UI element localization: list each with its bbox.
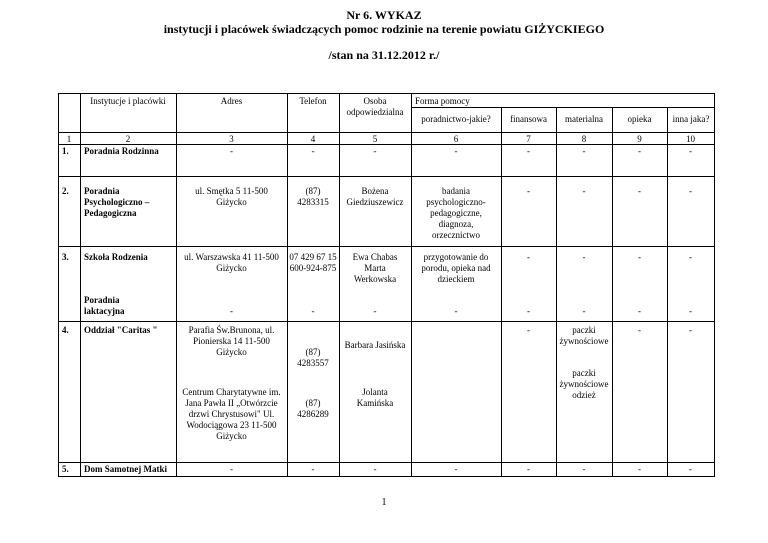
row-number: 2. (62, 186, 69, 196)
column-number: 2 (125, 134, 131, 144)
institution-name: Poradnia Psychologiczno – Pedagogiczna (84, 186, 150, 218)
material: - (582, 252, 586, 262)
responsible-person: - (373, 146, 377, 156)
responsible-person: Ewa Chabas Marta Werkowska (352, 252, 398, 284)
other: - (689, 464, 692, 474)
institution-name: Oddział "Caritas " (84, 325, 158, 335)
row-number: 4. (62, 325, 69, 335)
column-number: 10 (686, 134, 695, 144)
responsible-person: Bożena Giedziuszewicz (346, 186, 404, 207)
address: - (230, 306, 233, 316)
row-number: 3. (62, 252, 69, 262)
column-number: 7 (526, 134, 531, 144)
header-financial: finansowa (510, 114, 547, 124)
column-number: 6 (453, 134, 459, 144)
other: - (689, 306, 692, 316)
header-address: Adres (220, 96, 243, 106)
phone: (87) 4286289 (297, 398, 329, 419)
care: - (638, 325, 641, 335)
other: - (689, 252, 692, 262)
material: paczki żywnościowe (559, 325, 609, 346)
material: paczki żywnościowe odzież (559, 368, 609, 400)
care: - (638, 146, 641, 156)
material: - (582, 306, 586, 316)
header-responsible-person: Osoba odpowiedzialna (346, 96, 404, 117)
document-title: Nr 6. WYKAZ (346, 8, 422, 22)
financial: - (527, 306, 530, 316)
financial: - (527, 186, 530, 196)
column-number: 9 (637, 134, 642, 144)
care: - (638, 186, 641, 196)
responsible-person: Barbara Jasińska (344, 340, 406, 350)
institution-name: Dom Samotnej Matki (84, 464, 167, 474)
financial: - (527, 464, 530, 474)
header-care: opieka (627, 114, 652, 124)
counseling: - (454, 146, 458, 156)
phone: (87) 4283315 (297, 186, 329, 207)
header-form-of-help: Forma pomocy (415, 96, 470, 106)
counseling: badania psychologiczno-pedagogiczne, diagnoza, orzecznictwo (426, 186, 486, 240)
header-counseling: poradnictwo-jakie? (421, 114, 491, 124)
other: - (689, 186, 692, 196)
address: ul. Warszawska 41 11-500 Giżycko (184, 252, 279, 273)
counseling: przygotowanie do porodu, opieka nad dzieckiem (421, 252, 491, 284)
institution-name: Poradnia laktacyjna (84, 295, 125, 316)
phone: - (311, 306, 315, 316)
address: Parafia Św.Brunona, ul. Pionierska 14 11-500 Giżycko (188, 325, 275, 357)
financial: - (527, 146, 530, 156)
row-number: 5. (62, 464, 69, 474)
address: ul. Smętka 5 11-500 Giżycko (195, 186, 268, 207)
phone: 07 429 67 15 600-924-875 (289, 252, 337, 273)
header-institutions: Instytucje i placówki (90, 96, 166, 106)
document-date: /stan na 31.12.2012 r./ (328, 48, 440, 62)
row-number: 1. (62, 146, 69, 156)
column-number: 4 (310, 134, 316, 144)
care: - (638, 306, 641, 316)
financial: - (527, 325, 530, 335)
responsible-person: - (373, 464, 377, 474)
header-material: materialna (565, 114, 603, 124)
column-number: 3 (229, 134, 234, 144)
phone: (87) 4283557 (297, 347, 329, 368)
institution-name: Szkoła Rodzenia (84, 252, 148, 262)
counseling: - (454, 306, 458, 316)
phone: - (311, 146, 315, 156)
other: - (689, 146, 692, 156)
column-number: 8 (581, 134, 587, 144)
address: - (230, 464, 233, 474)
responsible-person: - (373, 306, 377, 316)
financial: - (527, 252, 530, 262)
column-number: 5 (372, 134, 378, 144)
institution-name: Poradnia Rodzinna (84, 146, 159, 156)
material: - (582, 464, 586, 474)
phone: - (311, 464, 315, 474)
counseling: - (454, 464, 458, 474)
material: - (582, 146, 586, 156)
other: - (689, 325, 692, 335)
header-phone: Telefon (299, 96, 327, 106)
material: - (582, 186, 586, 196)
care: - (638, 464, 641, 474)
page-number: 1 (381, 497, 387, 508)
column-number: 1 (66, 134, 72, 144)
responsible-person: Jolanta Kamińska (356, 387, 394, 408)
address: - (230, 146, 233, 156)
document-subtitle: instytucji i placówek świadczących pomoc rodzinie na terenie powiatu GIŻYCKIEGO (163, 22, 605, 36)
header-other: inna jaka? (672, 114, 710, 124)
care: - (638, 252, 641, 262)
address: Centrum Charytatywne im. Jana Pawła II „Otwórzcie drzwi Chrystusowi" Ul. Wodociągowa 23 11-500 Giżycko (182, 387, 281, 441)
